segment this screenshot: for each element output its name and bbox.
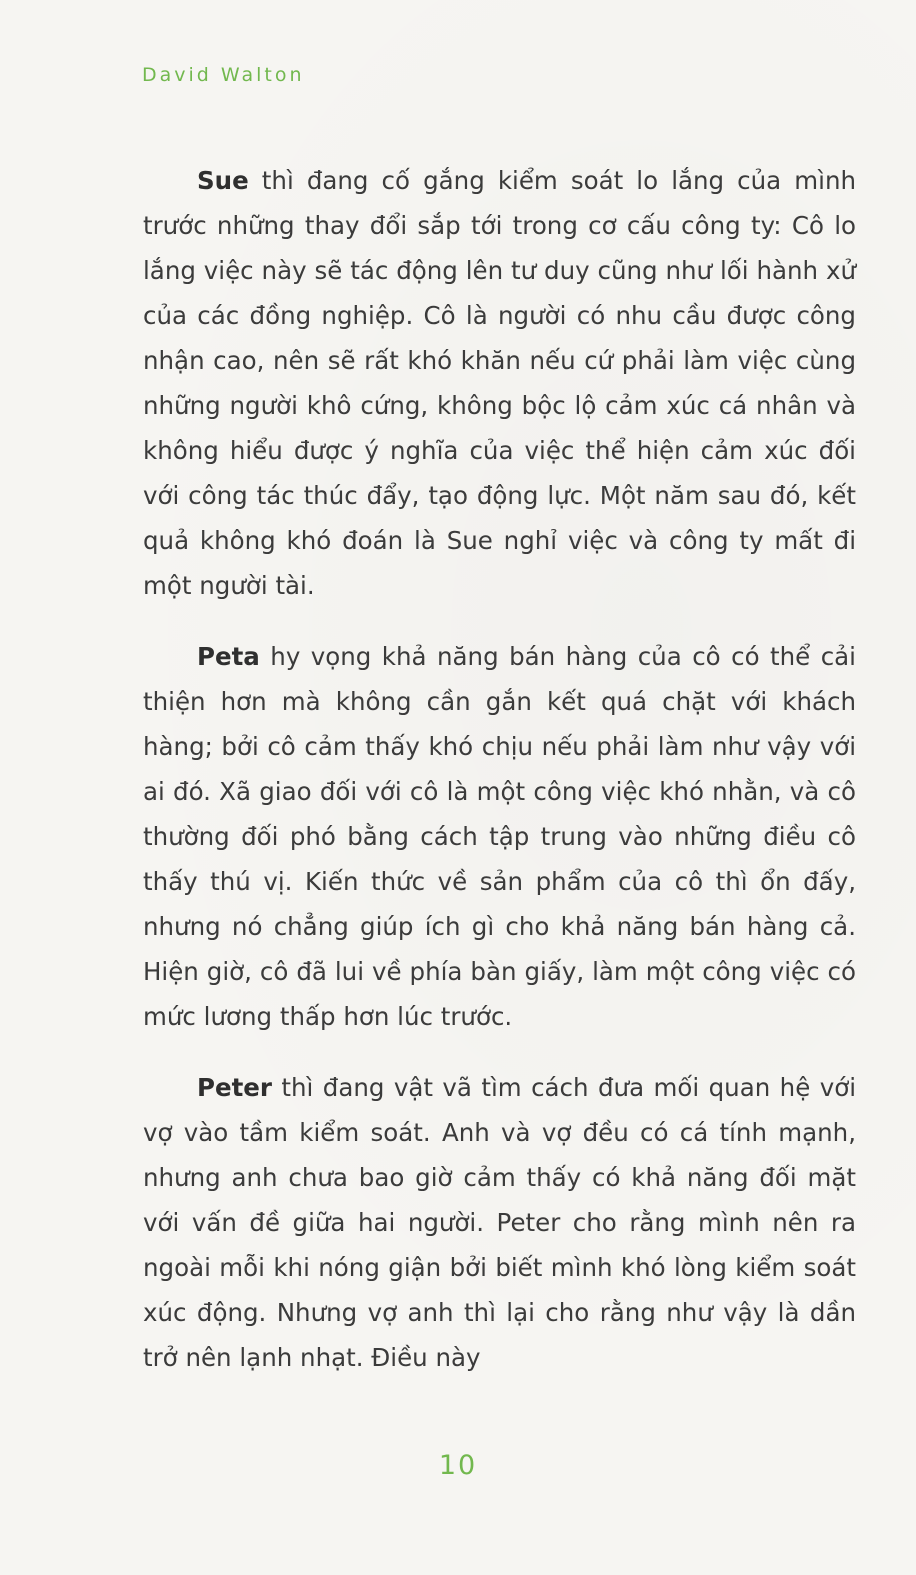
page-number: 10 [438, 1450, 478, 1481]
page-body [143, 158, 856, 1406]
paragraph-peta [143, 634, 856, 1039]
paragraph-text: thì đang vật vã tìm cách đưa mối quan hệ với vợ vào tầm kiểm soát. Anh và vợ đều có cá tính mạnh, nhưng anh chưa bao giờ cảm thấy có khả năng đối mặt với vấn đề giữa hai người. Peter cho rằng mình nên ra ngoài mỗi khi nóng giận bởi biết mình khó lòng kiểm soát xúc động. Nhưng vợ anh thì lại cho rằng như vậy là dần trở nên lạnh nhạt. Điều này [143, 1073, 856, 1372]
running-header-author: David Walton [142, 64, 305, 86]
paragraph-name: Peta [197, 642, 260, 671]
paragraph-text: thì đang cố gắng kiểm soát lo lắng của mình trước những thay đổi sắp tới trong cơ cấu công ty: Cô lo lắng việc này sẽ tác động lên tư duy cũng như lối hành xử của các đồng nghiệp. Cô là người có nhu cầu được công nhận cao, nên sẽ rất khó khăn nếu cứ phải làm việc cùng những người khô cứng, không bộc lộ cảm xúc cá nhân và không hiểu được ý nghĩa của việc thể hiện cảm xúc đối với công tác thúc đẩy, tạo động lực. Một năm sau đó, kết quả không khó đoán là Sue nghỉ việc và công ty mất đi một người tài. [143, 166, 856, 600]
paragraph-sue [143, 158, 856, 608]
paragraph-peter [143, 1065, 856, 1380]
paragraph-name: Sue [197, 166, 249, 195]
paragraph-name: Peter [197, 1073, 272, 1102]
paragraph-text: hy vọng khả năng bán hàng của cô có thể cải thiện hơn mà không cần gắn kết quá chặt với khách hàng; bởi cô cảm thấy khó chịu nếu phải làm như vậy với ai đó. Xã giao đối với cô là một công việc khó nhằn, và cô thường đối phó bằng cách tập trung vào những điều cô thấy thú vị. Kiến thức về sản phẩm của cô thì ổn đấy, nhưng nó chẳng giúp ích gì cho khả năng bán hàng cả. Hiện giờ, cô đã lui về phía bàn giấy, làm một công việc có mức lương thấp hơn lúc trước. [143, 642, 856, 1031]
